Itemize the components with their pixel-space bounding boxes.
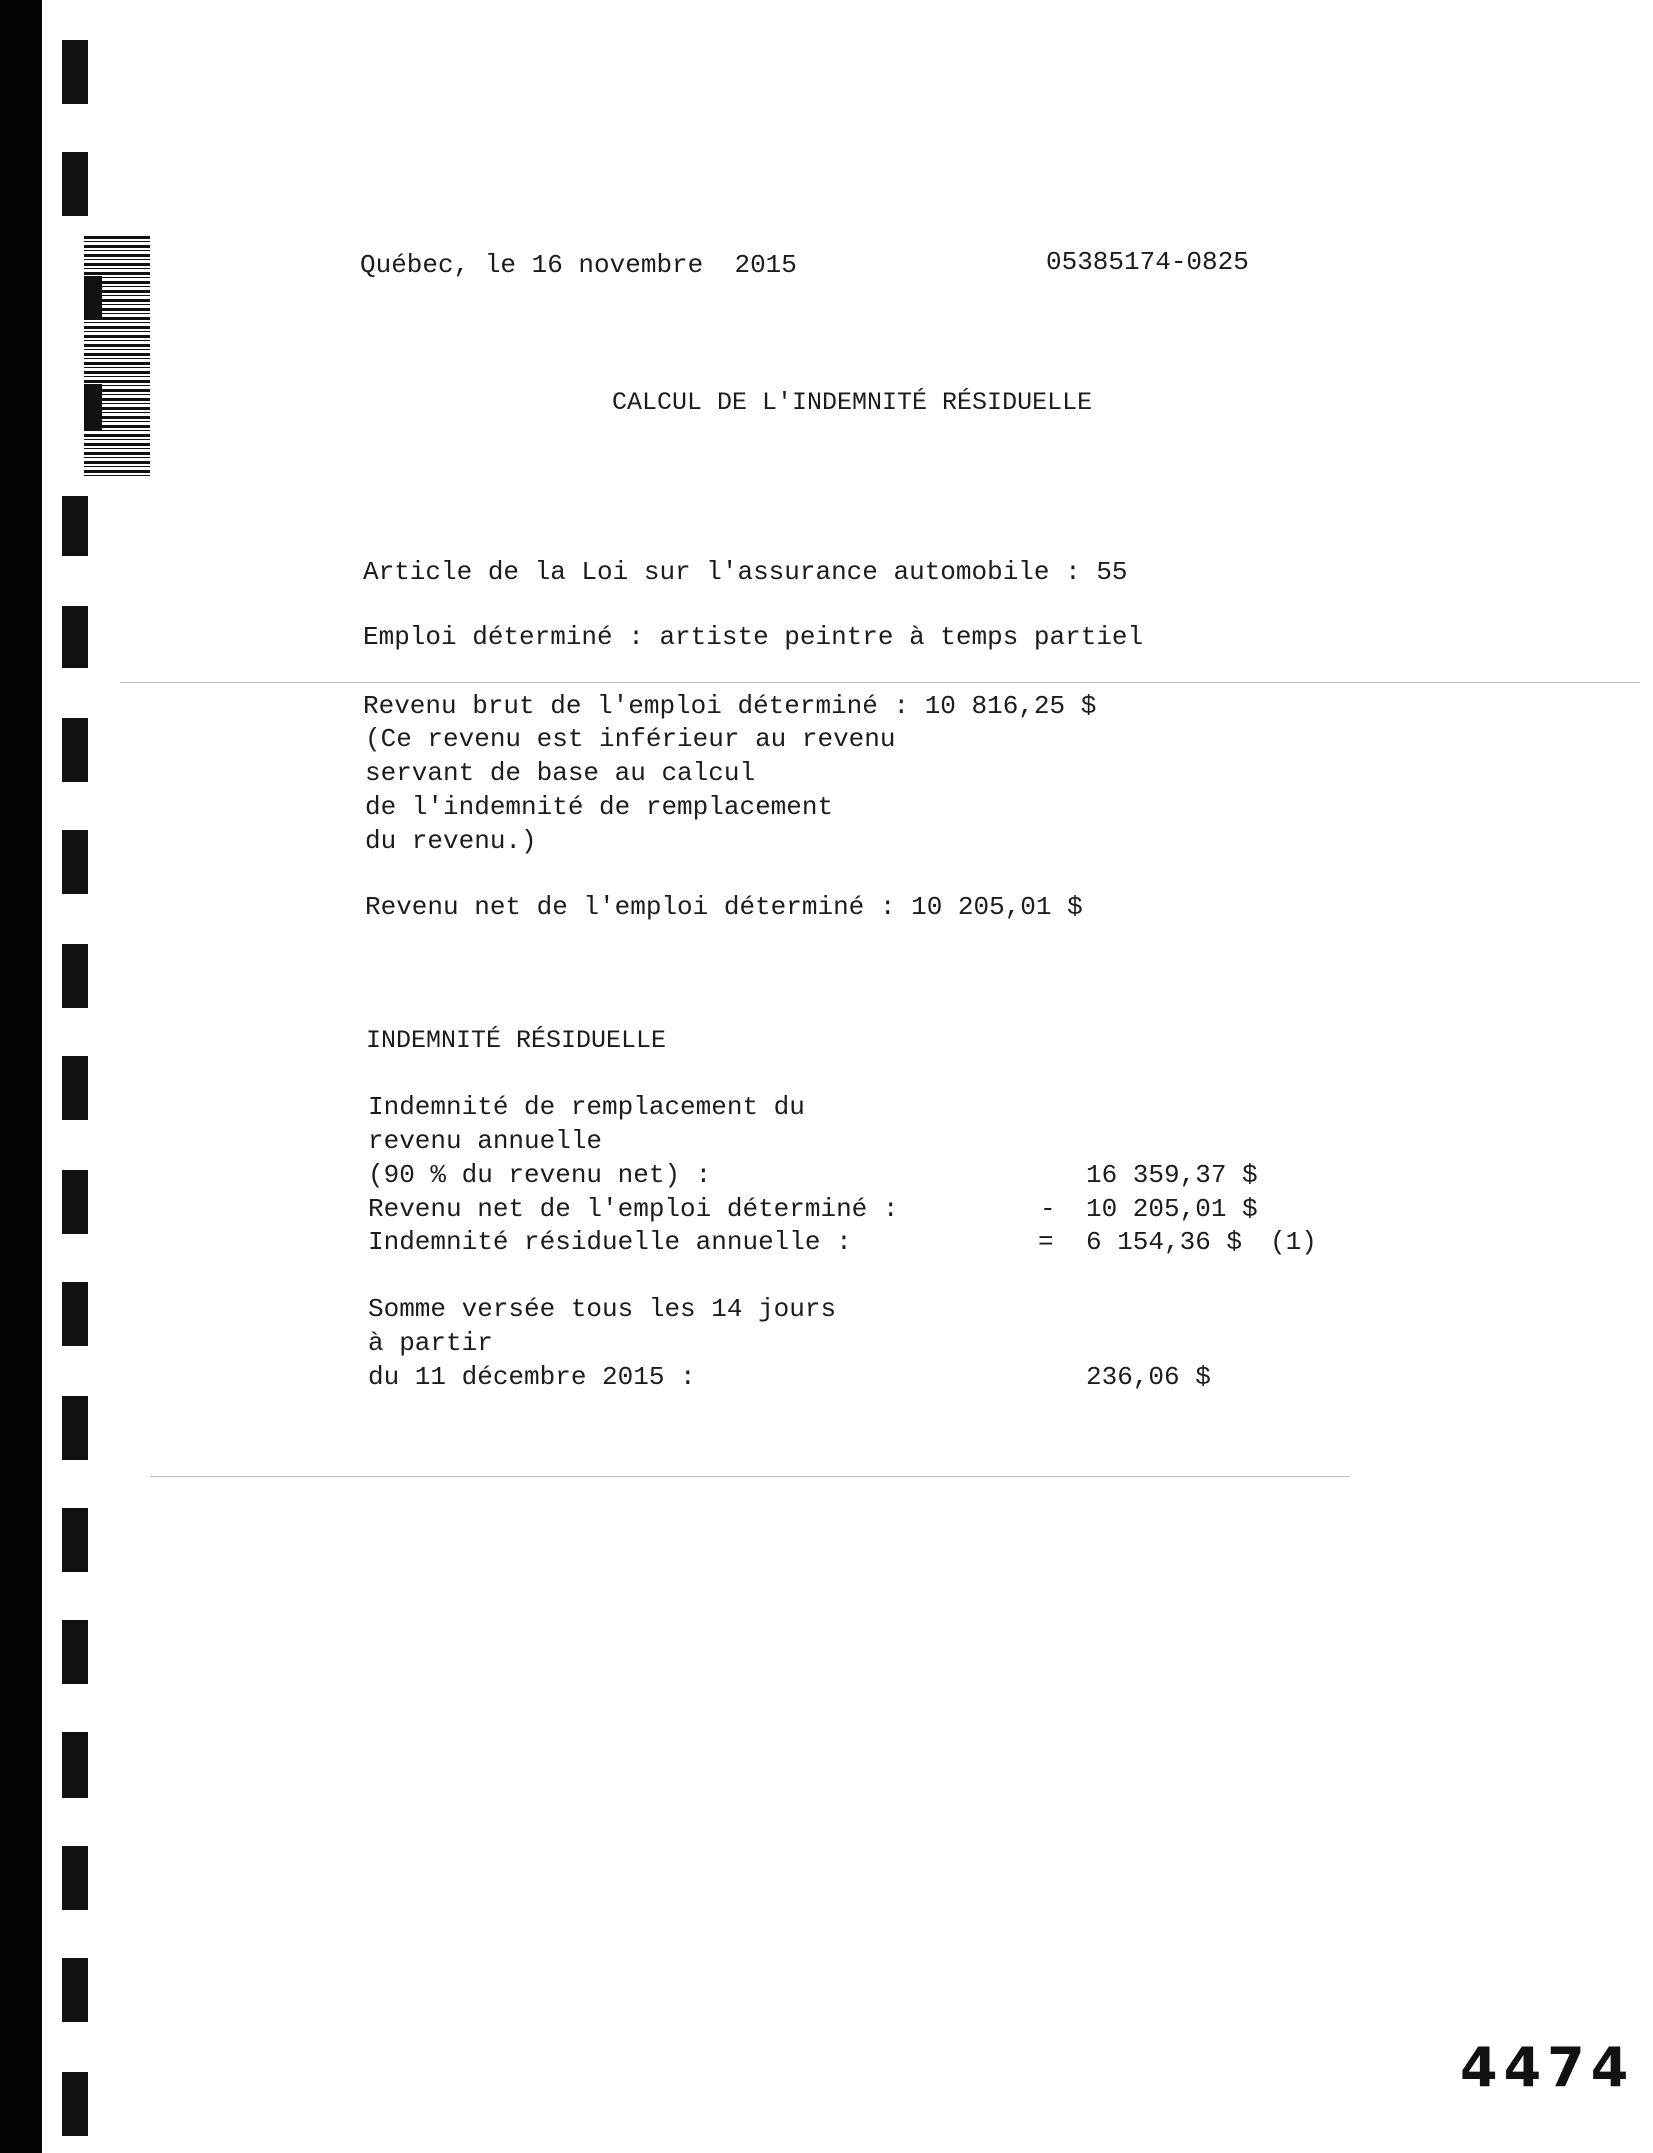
edge-mark	[62, 1056, 88, 1120]
irr-label: Indemnité de remplacement du	[368, 1092, 805, 1122]
edge-mark	[62, 1396, 88, 1460]
irr-label: revenu annuelle	[368, 1126, 603, 1156]
revenu-brut-line: Revenu brut de l'emploi déterminé : 10 816,25 $	[363, 691, 1097, 721]
edge-mark	[62, 1170, 88, 1234]
residual-amount: 6 154,36 $	[1086, 1227, 1243, 1257]
irr-label: (90 % du revenu net) :	[368, 1160, 712, 1190]
payment-label: Somme versée tous les 14 jours	[368, 1294, 837, 1324]
payment-label: à partir	[368, 1328, 493, 1358]
payment-amount: 236,06 $	[1086, 1362, 1211, 1392]
edge-mark	[62, 1508, 88, 1572]
net-amount: 10 205,01 $	[1086, 1194, 1258, 1224]
edge-mark	[62, 40, 88, 104]
barcode-block	[84, 384, 102, 430]
barcode-block	[84, 276, 102, 320]
revenu-brut-note: de l'indemnité de remplacement	[365, 792, 834, 822]
scan-artifact-line	[150, 1476, 1350, 1477]
article-line: Article de la Loi sur l'assurance automobile : 55	[363, 557, 1128, 587]
page-number: 4474	[1460, 2036, 1635, 2099]
edge-mark	[62, 152, 88, 216]
edge-mark	[62, 2072, 88, 2136]
edge-mark	[62, 1958, 88, 2022]
residual-note: (1)	[1270, 1227, 1317, 1257]
edge-mark	[62, 830, 88, 894]
residual-label: Indemnité résiduelle annuelle :	[368, 1227, 852, 1257]
revenu-net-line: Revenu net de l'emploi déterminé : 10 205,01 $	[365, 892, 1083, 922]
document-title: CALCUL DE L'INDEMNITÉ RÉSIDUELLE	[612, 388, 1093, 417]
barcode	[84, 236, 150, 476]
edge-mark	[62, 1620, 88, 1684]
edge-mark	[62, 1732, 88, 1798]
emploi-line: Emploi déterminé : artiste peintre à temps partiel	[363, 622, 1144, 652]
scan-left-edge	[0, 0, 42, 2153]
revenu-brut-note: du revenu.)	[365, 826, 537, 856]
irr-amount: 16 359,37 $	[1086, 1160, 1258, 1190]
payment-label: du 11 décembre 2015 :	[368, 1362, 696, 1392]
residual-operator: =	[1038, 1227, 1054, 1257]
edge-mark	[62, 1846, 88, 1910]
edge-mark	[62, 1282, 88, 1346]
place-date: Québec, le 16 novembre 2015	[360, 250, 797, 280]
edge-mark	[62, 606, 88, 668]
file-number: 05385174-0825	[1046, 247, 1249, 277]
revenu-brut-note: servant de base au calcul	[365, 758, 756, 788]
edge-mark	[62, 944, 88, 1008]
net-operator: -	[1040, 1194, 1056, 1224]
scan-artifact-line	[120, 682, 1640, 683]
net-label: Revenu net de l'emploi déterminé :	[368, 1194, 899, 1224]
revenu-brut-note: (Ce revenu est inférieur au revenu	[365, 724, 896, 754]
edge-mark	[62, 496, 88, 556]
edge-mark	[62, 718, 88, 782]
section-title: INDEMNITÉ RÉSIDUELLE	[366, 1026, 667, 1055]
